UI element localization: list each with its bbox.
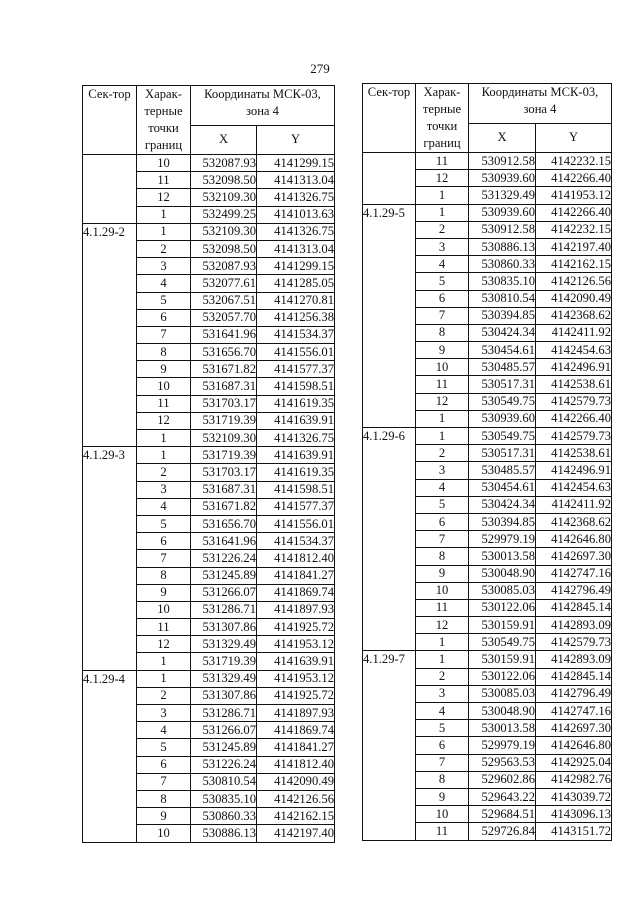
x-cell: 531671.82 [191,361,257,378]
y-cell: 4142126.56 [536,273,612,290]
point-cell: 5 [137,292,191,309]
sector-cell: 4.1.29-7 [363,651,416,840]
x-cell: 530810.54 [469,290,536,307]
y-cell: 4141897.93 [257,601,335,618]
point-cell: 5 [137,739,191,756]
point-cell: 5 [416,720,469,737]
point-cell: 1 [137,653,191,670]
point-cell: 3 [137,481,191,498]
point-cell: 1 [137,670,191,687]
y-cell: 4141299.15 [257,155,335,172]
x-cell: 532098.50 [191,172,257,189]
coordinates-header: Координаты МСК-03, зона 4 [191,86,335,126]
x-cell: 530424.34 [469,496,536,513]
x-cell: 530549.75 [469,634,536,651]
point-cell: 5 [416,273,469,290]
y-cell: 4141841.27 [257,567,335,584]
y-cell: 4141869.74 [257,584,335,601]
x-cell: 529979.19 [469,531,536,548]
point-cell: 2 [137,464,191,481]
point-cell: 1 [416,204,469,221]
point-cell: 11 [416,599,469,616]
y-cell: 4142893.09 [536,617,612,634]
y-cell: 4142197.40 [257,825,335,842]
x-header: X [469,123,536,152]
x-cell: 531329.49 [469,187,536,204]
x-cell: 529643.22 [469,788,536,805]
point-cell: 8 [416,771,469,788]
point-cell: 11 [137,619,191,636]
y-cell: 4141925.72 [257,687,335,704]
point-cell: 10 [137,155,191,172]
x-cell: 530085.03 [469,685,536,702]
x-cell: 531719.39 [191,412,257,429]
sector-cell: 4.1.29-3 [83,447,137,670]
points-header: Харак-терные точки границ [416,84,469,153]
x-cell: 530159.91 [469,651,536,668]
y-cell: 4143096.13 [536,806,612,823]
x-cell: 531687.31 [191,481,257,498]
point-cell: 1 [137,447,191,464]
x-header: X [191,125,257,154]
table-row [83,670,335,687]
y-cell: 4141577.37 [257,361,335,378]
point-cell: 10 [137,601,191,618]
table-body [83,155,335,843]
point-cell: 8 [137,567,191,584]
table-row [363,651,612,668]
point-cell: 6 [416,290,469,307]
x-cell: 530860.33 [469,256,536,273]
y-cell: 4141619.35 [257,464,335,481]
point-cell: 1 [137,223,191,240]
point-cell: 12 [416,170,469,187]
x-cell: 530939.60 [469,204,536,221]
table-row [83,447,335,464]
y-cell: 4141619.35 [257,395,335,412]
x-cell: 530048.90 [469,565,536,582]
point-cell: 4 [416,703,469,720]
x-cell: 530549.75 [469,428,536,445]
x-cell: 532087.93 [191,258,257,275]
x-cell: 530912.58 [469,153,536,170]
point-cell: 11 [416,153,469,170]
x-cell: 531641.96 [191,533,257,550]
x-cell: 531656.70 [191,344,257,361]
y-cell: 4142697.30 [536,548,612,565]
point-cell: 8 [137,344,191,361]
point-cell: 12 [416,617,469,634]
x-cell: 531307.86 [191,619,257,636]
point-cell: 11 [137,395,191,412]
point-cell: 10 [416,359,469,376]
x-cell: 531286.71 [191,705,257,722]
y-cell: 4142579.73 [536,393,612,410]
y-cell: 4142266.40 [536,170,612,187]
point-cell: 2 [416,221,469,238]
x-cell: 532109.30 [191,430,257,447]
point-cell: 4 [416,256,469,273]
point-cell: 9 [137,361,191,378]
y-cell: 4142368.62 [536,307,612,324]
sector-cell: 4.1.29-4 [83,670,137,842]
y-cell: 4141013.63 [257,206,335,223]
point-cell: 3 [416,685,469,702]
table-row [83,155,335,172]
x-cell: 530939.60 [469,410,536,427]
x-cell: 532087.93 [191,155,257,172]
x-cell: 532109.30 [191,189,257,206]
x-cell: 532057.70 [191,309,257,326]
x-cell: 532499.25 [191,206,257,223]
x-cell: 530912.58 [469,221,536,238]
point-cell: 11 [416,823,469,840]
point-cell: 7 [416,307,469,324]
point-cell: 6 [137,756,191,773]
y-cell: 4141534.37 [257,326,335,343]
y-cell: 4141577.37 [257,498,335,515]
point-cell: 1 [416,651,469,668]
x-cell: 532109.30 [191,223,257,240]
x-cell: 531226.24 [191,756,257,773]
table-row [363,204,612,221]
x-cell: 531703.17 [191,395,257,412]
y-cell: 4141270.81 [257,292,335,309]
y-cell: 4142266.40 [536,410,612,427]
point-cell: 1 [416,634,469,651]
x-cell: 532067.51 [191,292,257,309]
x-cell: 530517.31 [469,445,536,462]
x-cell: 530886.13 [469,238,536,255]
x-cell: 530549.75 [469,393,536,410]
point-cell: 2 [416,668,469,685]
point-cell: 9 [416,565,469,582]
x-cell: 530810.54 [191,773,257,790]
x-cell: 531329.49 [191,636,257,653]
point-cell: 1 [137,430,191,447]
y-cell: 4141256.38 [257,309,335,326]
y-cell: 4141299.15 [257,258,335,275]
x-cell: 529684.51 [469,806,536,823]
y-cell: 4141925.72 [257,619,335,636]
x-cell: 531329.49 [191,670,257,687]
y-cell: 4142454.63 [536,342,612,359]
x-cell: 531719.39 [191,447,257,464]
x-cell: 530394.85 [469,307,536,324]
y-cell: 4142538.61 [536,445,612,462]
y-cell: 4142747.16 [536,565,612,582]
x-cell: 531266.07 [191,722,257,739]
sector-cell [83,155,137,224]
y-cell: 4142646.80 [536,531,612,548]
y-cell: 4142845.14 [536,668,612,685]
points-header: Харак-терные точки границ [137,86,191,155]
point-cell: 8 [416,324,469,341]
point-cell: 2 [137,687,191,704]
point-cell: 6 [137,309,191,326]
point-cell: 9 [416,788,469,805]
x-cell: 530013.58 [469,548,536,565]
point-cell: 4 [137,275,191,292]
table-row [363,428,612,445]
point-cell: 11 [416,376,469,393]
y-header: Y [257,125,335,154]
table-row [83,223,335,240]
point-cell: 4 [137,498,191,515]
x-cell: 532098.50 [191,240,257,257]
y-cell: 4142368.62 [536,513,612,530]
y-cell: 4142266.40 [536,204,612,221]
point-cell: 10 [416,806,469,823]
y-cell: 4141812.40 [257,756,335,773]
point-cell: 9 [416,342,469,359]
sector-header: Сек-тор [83,86,137,155]
point-cell: 6 [137,533,191,550]
y-cell: 4142646.80 [536,737,612,754]
y-cell: 4141285.05 [257,275,335,292]
point-cell: 8 [137,790,191,807]
x-cell: 531245.89 [191,567,257,584]
point-cell: 7 [416,754,469,771]
x-cell: 531307.86 [191,687,257,704]
point-cell: 1 [416,428,469,445]
y-cell: 4141313.04 [257,240,335,257]
y-cell: 4142796.49 [536,685,612,702]
point-cell: 11 [137,172,191,189]
coordinates-table-right [362,83,612,841]
point-cell: 10 [137,378,191,395]
point-cell: 7 [137,326,191,343]
y-cell: 4141953.12 [536,187,612,204]
y-cell: 4142796.49 [536,582,612,599]
y-cell: 4142232.15 [536,221,612,238]
point-cell: 2 [416,445,469,462]
x-cell: 531266.07 [191,584,257,601]
y-cell: 4142126.56 [257,790,335,807]
y-cell: 4141326.75 [257,189,335,206]
x-cell: 530517.31 [469,376,536,393]
point-cell: 4 [137,722,191,739]
x-cell: 531245.89 [191,739,257,756]
x-cell: 531641.96 [191,326,257,343]
x-cell: 531719.39 [191,653,257,670]
y-cell: 4142579.73 [536,634,612,651]
y-cell: 4142197.40 [536,238,612,255]
point-cell: 12 [137,189,191,206]
point-cell: 1 [416,187,469,204]
x-cell: 530485.57 [469,359,536,376]
sector-header: Сек-тор [363,84,416,153]
x-cell: 529602.86 [469,771,536,788]
point-cell: 7 [137,773,191,790]
y-cell: 4141556.01 [257,515,335,532]
y-cell: 4142162.15 [536,256,612,273]
y-cell: 4141812.40 [257,550,335,567]
point-cell: 3 [416,462,469,479]
x-cell: 530424.34 [469,324,536,341]
y-cell: 4142162.15 [257,808,335,825]
table-body [363,153,612,841]
x-cell: 532077.61 [191,275,257,292]
sector-cell [363,153,416,205]
point-cell: 10 [416,582,469,599]
x-cell: 530394.85 [469,513,536,530]
x-cell: 529726.84 [469,823,536,840]
x-cell: 531226.24 [191,550,257,567]
sector-cell: 4.1.29-5 [363,204,416,427]
point-cell: 9 [137,584,191,601]
y-header: Y [536,123,612,152]
y-cell: 4141639.91 [257,412,335,429]
point-cell: 2 [137,240,191,257]
point-cell: 4 [416,479,469,496]
y-cell: 4142747.16 [536,703,612,720]
x-cell: 530122.06 [469,668,536,685]
x-cell: 530886.13 [191,825,257,842]
y-cell: 4142982.76 [536,771,612,788]
y-cell: 4142893.09 [536,651,612,668]
coordinates-header: Координаты МСК-03, зона 4 [469,84,612,124]
y-cell: 4141639.91 [257,653,335,670]
point-cell: 6 [416,513,469,530]
y-cell: 4141326.75 [257,430,335,447]
x-cell: 529979.19 [469,737,536,754]
x-cell: 530085.03 [469,582,536,599]
x-cell: 531703.17 [191,464,257,481]
y-cell: 4143039.72 [536,788,612,805]
point-cell: 6 [416,737,469,754]
y-cell: 4142090.49 [536,290,612,307]
y-cell: 4141869.74 [257,722,335,739]
x-cell: 530122.06 [469,599,536,616]
point-cell: 5 [137,515,191,532]
point-cell: 12 [416,393,469,410]
x-cell: 530454.61 [469,479,536,496]
y-cell: 4142411.92 [536,324,612,341]
x-cell: 530939.60 [469,170,536,187]
point-cell: 7 [137,550,191,567]
y-cell: 4141313.04 [257,172,335,189]
coordinates-table-left [82,85,335,843]
x-cell: 531286.71 [191,601,257,618]
y-cell: 4142232.15 [536,153,612,170]
y-cell: 4142496.91 [536,359,612,376]
x-cell: 530048.90 [469,703,536,720]
x-cell: 530860.33 [191,808,257,825]
y-cell: 4141897.93 [257,705,335,722]
x-cell: 529563.53 [469,754,536,771]
point-cell: 8 [416,548,469,565]
point-cell: 1 [416,410,469,427]
y-cell: 4141598.51 [257,481,335,498]
x-cell: 530835.10 [191,790,257,807]
y-cell: 4141953.12 [257,636,335,653]
point-cell: 3 [137,258,191,275]
point-cell: 1 [137,206,191,223]
point-cell: 12 [137,636,191,653]
table-row [363,153,612,170]
y-cell: 4143151.72 [536,823,612,840]
x-cell: 530013.58 [469,720,536,737]
x-cell: 531671.82 [191,498,257,515]
x-cell: 530454.61 [469,342,536,359]
point-cell: 10 [137,825,191,842]
x-cell: 530159.91 [469,617,536,634]
point-cell: 7 [416,531,469,548]
point-cell: 3 [137,705,191,722]
y-cell: 4141556.01 [257,344,335,361]
y-cell: 4142090.49 [257,773,335,790]
y-cell: 4142925.04 [536,754,612,771]
y-cell: 4141534.37 [257,533,335,550]
y-cell: 4142697.30 [536,720,612,737]
y-cell: 4141639.91 [257,447,335,464]
sector-cell: 4.1.29-6 [363,428,416,651]
x-cell: 530835.10 [469,273,536,290]
y-cell: 4142496.91 [536,462,612,479]
y-cell: 4142411.92 [536,496,612,513]
y-cell: 4141326.75 [257,223,335,240]
x-cell: 531687.31 [191,378,257,395]
y-cell: 4142579.73 [536,428,612,445]
y-cell: 4141841.27 [257,739,335,756]
y-cell: 4142538.61 [536,376,612,393]
x-cell: 530485.57 [469,462,536,479]
point-cell: 12 [137,412,191,429]
x-cell: 531656.70 [191,515,257,532]
point-cell: 5 [416,496,469,513]
point-cell: 9 [137,808,191,825]
y-cell: 4142454.63 [536,479,612,496]
y-cell: 4141953.12 [257,670,335,687]
point-cell: 3 [416,238,469,255]
y-cell: 4142845.14 [536,599,612,616]
sector-cell: 4.1.29-2 [83,223,137,446]
page-number: 279 [310,61,330,76]
y-cell: 4141598.51 [257,378,335,395]
